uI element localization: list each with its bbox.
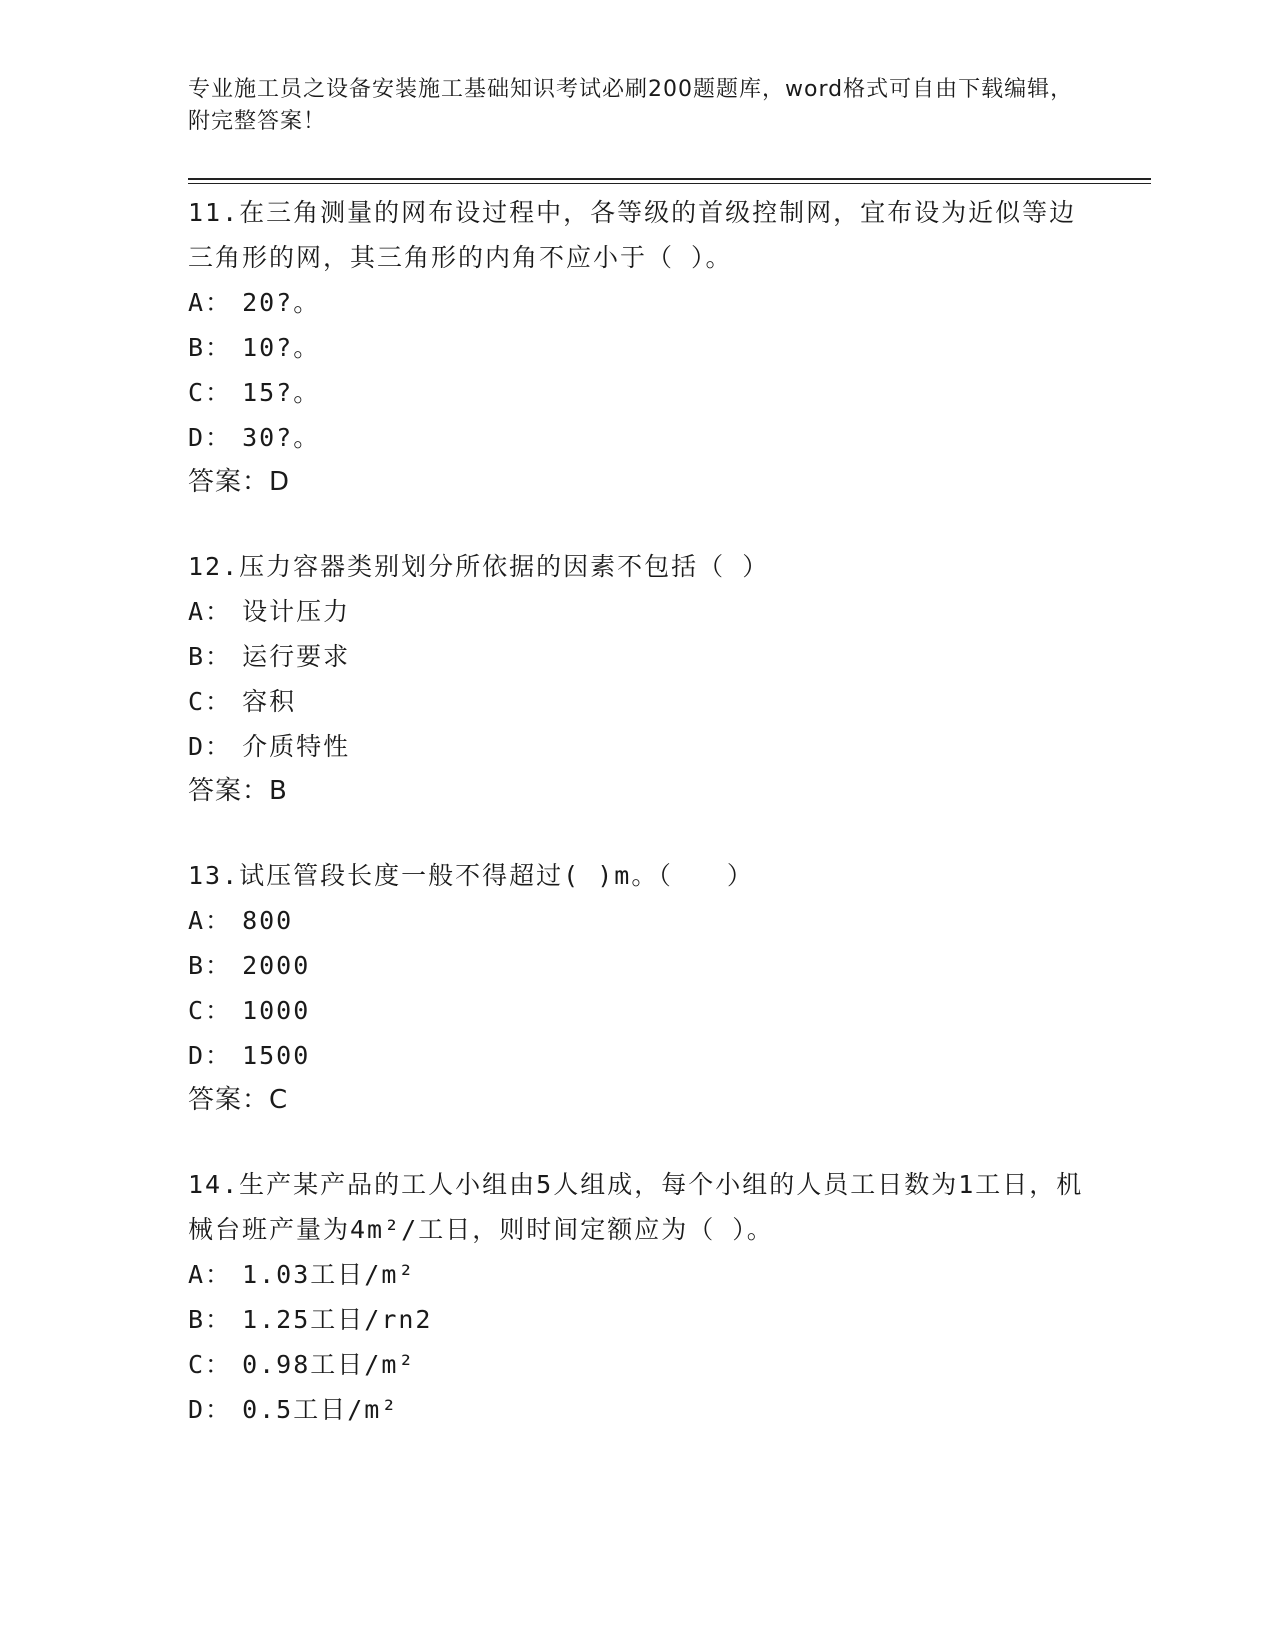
option-text: 15?。 xyxy=(242,378,321,407)
option-b xyxy=(188,943,1088,988)
option-letter: A： xyxy=(188,288,233,317)
option-letter: D： xyxy=(188,1395,233,1424)
option-text: 20?。 xyxy=(242,288,321,317)
option-c xyxy=(188,679,1088,724)
answer-line: 答案：C xyxy=(188,1085,289,1115)
option-a xyxy=(188,898,1088,943)
option-text: 1.03工日/m² xyxy=(242,1260,416,1289)
option-b xyxy=(188,634,1088,679)
question-14 xyxy=(188,1162,1088,1432)
option-letter: C： xyxy=(188,378,233,407)
option-text: 0.5工日/m² xyxy=(242,1395,399,1424)
option-a xyxy=(188,1252,1088,1297)
option-text: 30?。 xyxy=(242,423,321,452)
option-letter: A： xyxy=(188,1260,233,1289)
option-text: 1500 xyxy=(242,1041,311,1070)
option-d xyxy=(188,1387,1088,1432)
option-c xyxy=(188,370,1088,415)
answer-line: 答案：D xyxy=(188,467,291,497)
option-letter: C： xyxy=(188,1350,233,1379)
option-letter: B： xyxy=(188,951,233,980)
option-letter: A： xyxy=(188,906,233,935)
option-text: 设计压力 xyxy=(242,597,351,626)
option-letter: B： xyxy=(188,1305,233,1334)
option-c xyxy=(188,988,1088,1033)
option-text: 1000 xyxy=(242,996,311,1025)
option-text: 2000 xyxy=(242,951,311,980)
question-stem: 12.压力容器类别划分所依据的因素不包括（ ） xyxy=(188,552,770,581)
option-text: 10?。 xyxy=(242,333,321,362)
option-a xyxy=(188,589,1088,634)
option-text: 800 xyxy=(242,906,294,935)
question-list xyxy=(188,190,1088,1472)
question-stem: 13.试压管段长度一般不得超过( )m。（ ） xyxy=(188,861,754,890)
option-text: 运行要求 xyxy=(242,642,351,671)
option-d xyxy=(188,415,1088,460)
header-divider xyxy=(188,178,1151,180)
option-letter: D： xyxy=(188,423,233,452)
option-text: 介质特性 xyxy=(242,732,351,761)
option-c xyxy=(188,1342,1088,1387)
option-a xyxy=(188,280,1088,325)
option-d xyxy=(188,1033,1088,1078)
option-text: 1.25工日/rn2 xyxy=(242,1305,433,1334)
option-letter: B： xyxy=(188,642,233,671)
document-title: 专业施工员之设备安装施工基础知识考试必刷200题题库，word格式可自由下载编辑，附完整答案！ xyxy=(188,77,1074,134)
option-letter: C： xyxy=(188,996,233,1025)
option-text: 容积 xyxy=(242,687,297,716)
option-text: 0.98工日/m² xyxy=(242,1350,416,1379)
question-stem: 14.生产某产品的工人小组由5人组成，每个小组的人员工日数为1工日，机械台班产量为4m²/工日，则时间定额应为（ ）。 xyxy=(188,1170,1084,1244)
answer-line: 答案：B xyxy=(188,776,288,806)
option-letter: D： xyxy=(188,732,233,761)
option-letter: D： xyxy=(188,1041,233,1070)
option-b xyxy=(188,1297,1088,1342)
question-11 xyxy=(188,190,1088,504)
option-b xyxy=(188,325,1088,370)
question-13 xyxy=(188,853,1088,1122)
option-letter: A： xyxy=(188,597,233,626)
option-d xyxy=(188,724,1088,769)
option-letter: C： xyxy=(188,687,233,716)
question-stem: 11.在三角测量的网布设过程中，各等级的首级控制网，宜布设为近似等边三角形的网，其三角形的内角不应小于（ ）。 xyxy=(188,198,1077,272)
question-12 xyxy=(188,544,1088,813)
header-divider-thin xyxy=(188,183,1151,184)
option-letter: B： xyxy=(188,333,233,362)
